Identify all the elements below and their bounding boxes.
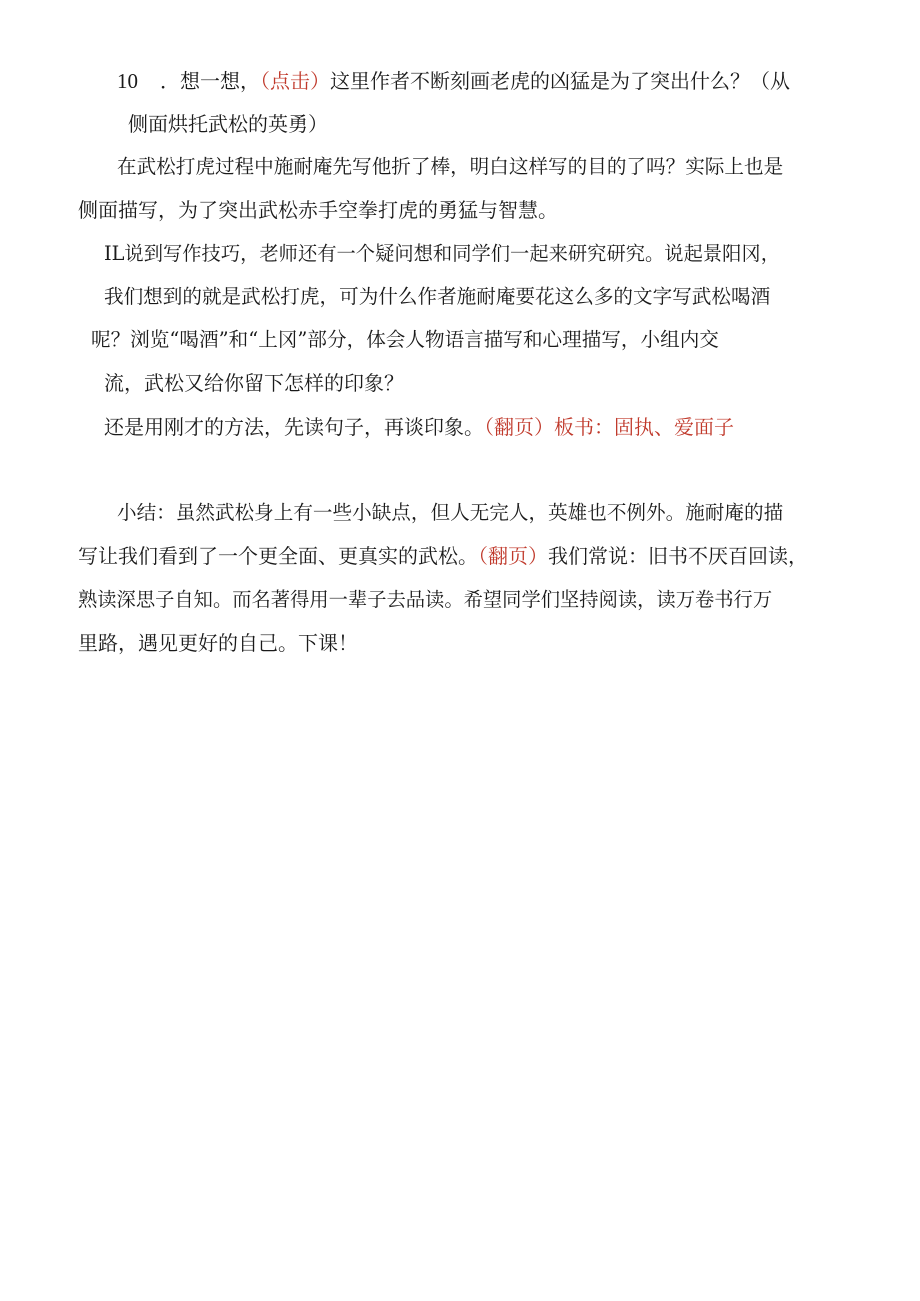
- para-stick-line-1: [117, 153, 783, 181]
- item-number: 10: [117, 69, 138, 93]
- board-note-annotation: （翻页）板书：固执、爱面子: [484, 415, 734, 439]
- summary-line-3: [78, 586, 772, 614]
- summary-text-3: 熟读深思子自知。而名著得用一辈子去品读。希望同学们坚持阅读，读万卷书行万: [78, 588, 773, 611]
- item-10-line-2: [128, 110, 328, 138]
- para-method-line: [104, 413, 734, 441]
- item-11-line-3: [91, 326, 719, 354]
- item-11-text-4: 流，武松又给你留下怎样的印象？: [104, 371, 404, 395]
- summary-text-1: 小结：虽然武松身上有一些小缺点，但人无完人，英雄也不例外。施耐庵的描: [117, 501, 784, 524]
- summary-text-4: 里路，遇见更好的自己。下课！: [78, 631, 358, 655]
- item-prefix: ．想一想，: [160, 69, 260, 93]
- item-11-line-4: [104, 369, 404, 397]
- item-11-text-3: 呢？浏览“喝酒”和“上冈”部分，体会人物语言描写和心理描写，小组内交: [91, 328, 719, 351]
- summary-line-2: [78, 542, 808, 570]
- item-11-line-1: [104, 240, 780, 268]
- click-annotation: （点击）: [260, 69, 330, 93]
- para-stick-text-2: 侧面描写，为了突出武松赤手空拳打虎的勇猛与智慧。: [78, 198, 558, 222]
- para-method-text: 还是用刚才的方法，先读句子，再谈印象。: [104, 415, 484, 439]
- summary-line-1: [117, 499, 783, 527]
- item-10-line-1: [117, 67, 790, 95]
- page-turn-annotation: （翻页）: [478, 544, 548, 568]
- summary-text-2b: 我们常说：旧书不厌百回读，: [548, 544, 808, 568]
- item-11-text-1: IL说到写作技巧，老师还有一个疑问想和同学们一起来研究研究。说起景阳冈，: [104, 242, 780, 265]
- para-stick-line-2: [78, 196, 558, 224]
- summary-text-2a: 写让我们看到了一个更全面、更真实的武松。: [78, 544, 478, 568]
- para-stick-text-1: 在武松打虎过程中施耐庵先写他折了棒，明白这样写的目的了吗？实际上也是: [117, 155, 784, 178]
- item-question: 这里作者不断刻画老虎的凶猛是为了突出什么？（从: [330, 69, 790, 93]
- summary-line-4: [78, 629, 358, 657]
- item-11-text-2: 我们想到的就是武松打虎，可为什么作者施耐庵要花这么多的文字写武松喝酒: [104, 285, 771, 308]
- item-11-line-2: [104, 283, 770, 311]
- item-answer: 侧面烘托武松的英勇）: [128, 112, 328, 136]
